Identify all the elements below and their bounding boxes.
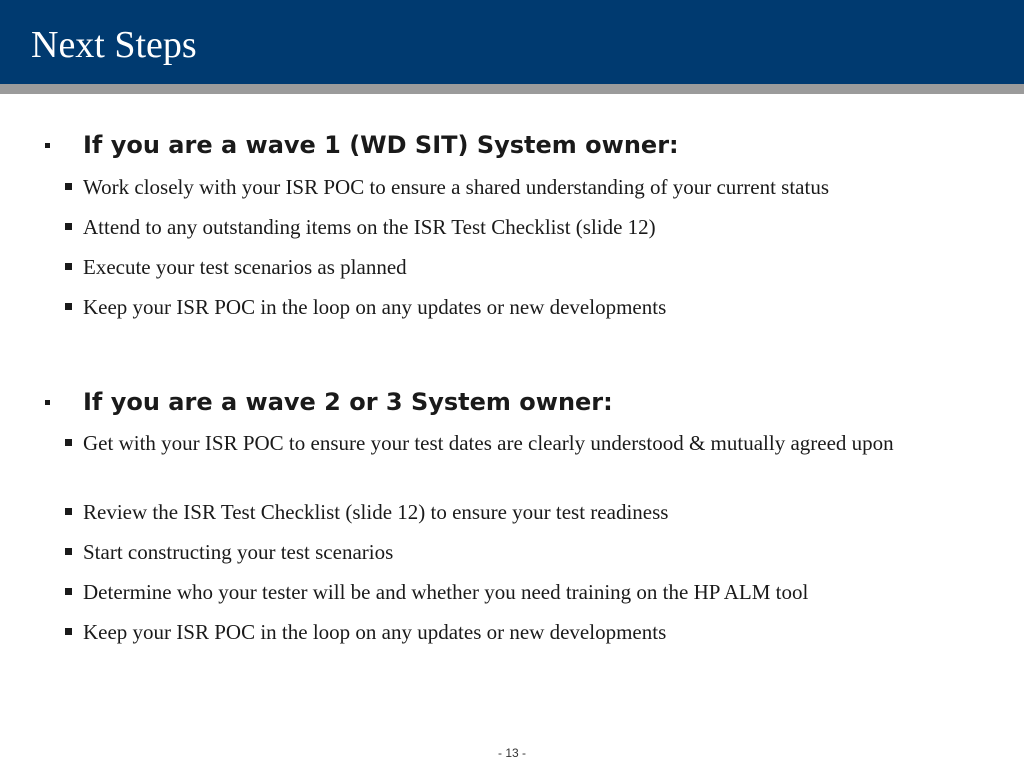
- list-item: [83, 538, 983, 567]
- list-item-text: Keep your ISR POC in the loop on any updates or new developments: [83, 620, 667, 644]
- list-item: [83, 429, 923, 458]
- list-item-text: Start constructing your test scenarios: [83, 540, 394, 564]
- list-item-text: Get with your ISR POC to ensure your test dates are clearly understood & mutually agreed upon: [83, 431, 894, 455]
- list-item-text: Execute your test scenarios as planned: [83, 255, 407, 279]
- list-item: [83, 578, 983, 607]
- section-heading: If you are a wave 1 (WD SIT) System owner:: [83, 131, 679, 159]
- slide-title: Next Steps: [31, 24, 197, 66]
- square-bullet-icon: [65, 263, 72, 270]
- square-bullet-icon: [65, 183, 72, 190]
- list-item: [83, 253, 983, 282]
- square-bullet-icon: [65, 548, 72, 555]
- square-bullet-icon: [65, 303, 72, 310]
- square-bullet-icon: [65, 508, 72, 515]
- section-bullet-icon: [45, 400, 50, 405]
- section-heading: If you are a wave 2 or 3 System owner:: [83, 388, 613, 416]
- list-item-text: Determine who your tester will be and whether you need training on the HP ALM tool: [83, 580, 809, 604]
- square-bullet-icon: [65, 628, 72, 635]
- list-item: [83, 618, 983, 647]
- list-item-text: Review the ISR Test Checklist (slide 12) to ensure your test readiness: [83, 500, 669, 524]
- list-item: [83, 293, 983, 322]
- section-bullet-icon: [45, 143, 50, 148]
- square-bullet-icon: [65, 588, 72, 595]
- page-number: - 13 -: [497, 746, 526, 760]
- list-item: [83, 498, 983, 527]
- list-item-text: Attend to any outstanding items on the ISR Test Checklist (slide 12): [83, 215, 656, 239]
- title-divider: [0, 84, 1024, 94]
- list-item: [83, 213, 983, 242]
- square-bullet-icon: [65, 439, 72, 446]
- list-item-text: Keep your ISR POC in the loop on any updates or new developments: [83, 295, 667, 319]
- list-item: [83, 173, 983, 202]
- square-bullet-icon: [65, 223, 72, 230]
- title-bar: [0, 0, 1024, 84]
- list-item-text: Work closely with your ISR POC to ensure a shared understanding of your current status: [83, 175, 830, 199]
